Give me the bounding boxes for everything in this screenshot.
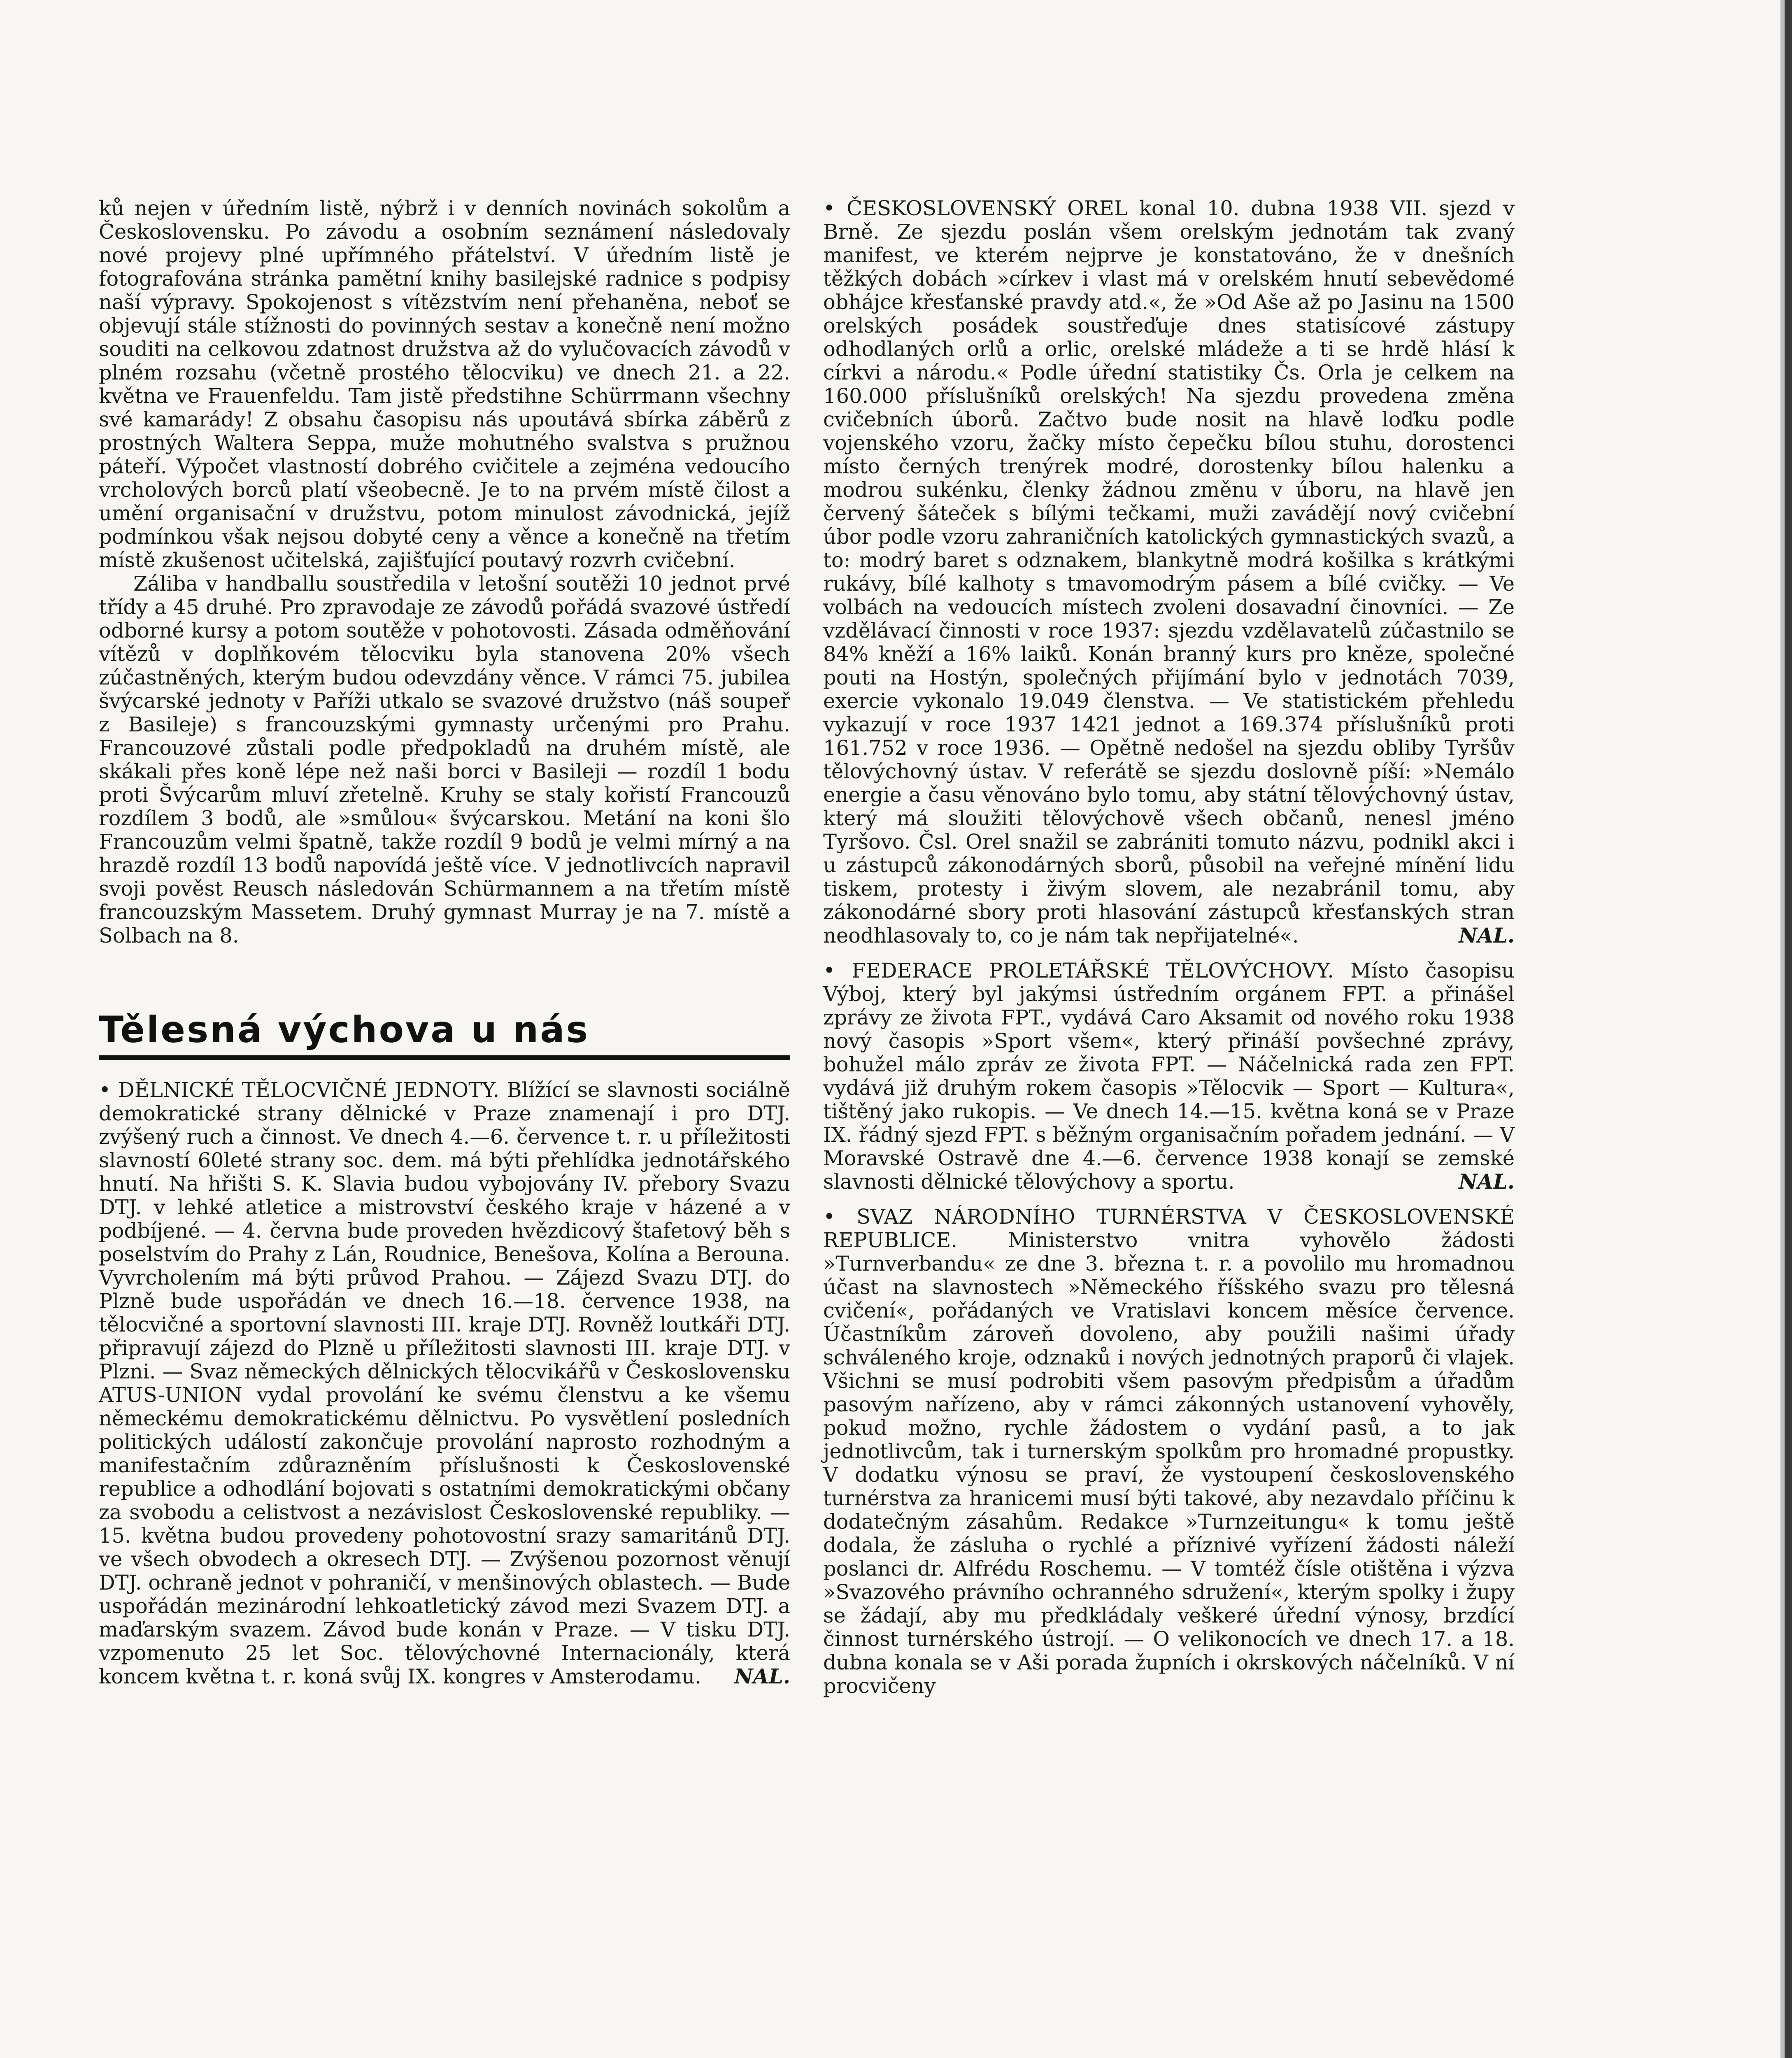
dtj-article (99, 1078, 790, 1688)
orel-body: konal 10. dubna 1938 VII. sjezd v Brně. Ze sjezdu poslán všem orelským jednotám tak zvaný manifest, ve kterém nejprve je konstatováno, že v dnešních těžkých dobách »církev i vlast má v orelském hnutí sebevědomé obhájce křesťanské pravdy atd.«, že »Od Aše až po Jasinu na 1500 orelských posádek soustřeďuje dnes statisícové zástupy odhodlaných orlů a orlic, orelské mládeže a ti se hrdě hlásí k církvi a národu.« Podle úřední statistiky Čs. Orla je celkem na 160.000 příslušníků orelských! Na sjezdu provedena změna cvičebních úborů. Začtvo bude nosit na hlavě loďku podle vojenského vzoru, žačky místo čepečku bílou stuhu, dorostenci místo černých trenýrek modré, dorostenky bílou halenku a modrou sukénku, členky žádnou změnu v úboru, na hlavě jen červený šáteček s bílými tečkami, muži zavádějí nový cvičební úbor podle vzoru zahraničních katolických gymnastických svazů, a to: modrý baret s odznakem, blankytně modrá košilka s krátkými rukávy, bílé kalhoty s tmavomodrým pásem a bílé cvičky. — Ve volbách na vedoucích místech zvoleni dosavadní činovníci. — Ze vzdělávací činnosti v roce 1937: sjezdu vzdělavatelů zúčastnilo se 84% kněží a 16% laiků. Konán branný kurs pro kněze, společné pouti na Hostýn, společných přijímání bylo v jednotách 7039, exercie vykonalo 19.049 členstva. — Ve statistickém přehledu vykazují v roce 1937 1421 jednot a 169.374 příslušníků proti 161.752 v roce 1936. — Opětně nedošel na sjezdu obliby Tyršův tělovýchovný ústav. V referátě se sjezdu doslovně píší: »Nemálo energie a času věnováno bylo tomu, aby státní tělovýchovný ústav, který má sloužiti tělovýchově všech občanů, nenesl jméno Tyršovo. Čsl. Orel snažil se zabrániti tomuto názvu, podnikl akci i u zástupců zákonodárných sborů, působil na veřejné mínění lidu tiskem, protesty i živým slovem, ale nezabránil tomu, aby zákonodárné sbory proti hlasování zástupců křesťanských stran neodhlasovaly to, co je nám tak nepřijatelné«. (823, 196, 1515, 948)
orel-heading: ČESKOSLOVENSKÝ OREL (847, 196, 1128, 220)
dtj-signature: NAL. (734, 1665, 790, 1688)
bullet-icon: • (99, 1078, 111, 1102)
fpt-article (823, 959, 1515, 1194)
left-column (99, 197, 790, 1688)
fpt-signature: NAL. (1459, 1170, 1515, 1194)
scan-edge-shadow (1780, 0, 1785, 2058)
bullet-icon: • (823, 1205, 835, 1229)
fpt-heading: FEDERACE PROLETÁŘSKÉ TĚLOVÝCHOVY. (852, 959, 1334, 982)
turner-heading: SVAZ NÁRODNÍHO TURNÉRSTVA V ČESKOSLOVENSKÉ REPUBLICE. (823, 1205, 1515, 1252)
turner-body: Ministerstvo vnitra vyhovělo žádosti »Turnverbandu« ze dne 3. března t. r. a povolilo mu hromadnou účast na slavnostech »Německého říšského svazu pro tělesná cvičení«, pořádaných ve Vratislavi koncem měsíce července. Účastníkům zároveň dovoleno, aby použili našimi úřady schváleného kroje, odznaků i nových jednotných praporů či vlajek. Všichni se musí podrobiti všem pasovým předpisům a úřadům pasovým nařízeno, aby v rámci zákonných ustanovení vyhověly, pokud možno, rychle žádostem o vydání pasů, a to jak jednotlivcům, tak i turnerským spolkům pro hromadné propustky. V dodatku výnosu se praví, že vystoupení československého turnérstva za hranicemi musí býti takové, aby nezavdalo příčinu k dodatečným zásahům. Redakce »Turnzeitungu« k tomu ještě dodala, že zásluha o rychlé a příznivé vyřízení žádosti náleží poslanci dr. Alfrédu Roschemu. — V tomtéž čísle otištěna i výzva »Svazového právního ochranného sdružení«, kterým spolky i župy se žádají, aby mu předkládaly veškeré úřední výnosy, brzdící činnost turnérského ústrojí. — O velikonocích ve dnech 17. a 18. dubna konala se v Aši porada župních i okrskových náčelníků. V ní procvičeny (823, 1228, 1515, 1698)
dtj-body: Blížící se slavnosti sociálně demokratické strany dělnické v Praze znamenají i pro DTJ. zvýšený ruch a činnost. Ve dnech 4.—6. července t. r. u příležitosti slavností 60leté strany soc. dem. má býti přehlídka jednotářského hnutí. Na hřišti S. K. Slavia budou vybojovány IV. přebory Svazu DTJ. v lehké atletice a mistrovství českého kraje v házené a v podbíjené. — 4. června bude proveden hvězdicový štafetový běh s poselstvím do Prahy z Lán, Roudnice, Benešova, Kolína a Berouna. Vyvrcholením má býti průvod Prahou. — Zájezd Svazu DTJ. do Plzně bude uspořádán ve dnech 16.—18. července 1938, na tělocvičné a sportovní slavnosti III. kraje DTJ. Rovněž loutkáři DTJ. připravují zájezd do Plzně u příležitosti slavnosti III. kraje DTJ. v Plzni. — Svaz německých dělnických tělocvikářů v Československu ATUS-UNION vydal provolání ke svému členstvu a ke všemu německému demokratickému dělnictvu. Po vysvětlení posledních politických událostí zakončuje provolání naprosto rozhodným a manifestačním zdůrazněním příslušnosti k Československé republice a odhodlání bojovati s ostatními demokratickými občany za svobodu a celistvost a nezávislost Československé republiky. — 15. května budou provedeny pohotovostní srazy samaritánů DTJ. ve všech obvodech a okresech DTJ. — Zvýšenou pozornost věnují DTJ. ochraně jednot v pohraničí, v menšinových oblastech. — Bude uspořádán mezinárodní lehkoatletický závod mezi Svazem DTJ. a maďarským svazem. Závod bude konán v Praze. — V tisku DTJ. vzpomenuto 25 let Soc. tělovýchovné Internacionály, která koncem května t. r. koná svůj IX. kongres v Amsterodamu. (99, 1078, 790, 1688)
bullet-icon: • (823, 959, 835, 982)
scan-edge (1785, 0, 1792, 2058)
fpt-body: Místo časopisu Výboj, který byl jakýmsi ústředním orgánem FPT. a přinášel zprávy ze života FPT., vydává Caro Aksamit od nového roku 1938 nový časopis »Sport všem«, který přináší povšechné zprávy, bohužel málo zpráv ze života FPT. — Náčelnická rada zen FPT. vydává již druhým rokem časopis »Tělocvik — Sport — Kultura«, tištěný jako rukopis. — Ve dnech 14.—15. května koná se v Praze IX. řádný sjezd FPT. s běžným organisačním pořadem jednání. — V Moravské Ostravě dne 4.—6. července 1938 konají se zemské slavnosti dělnické tělovýchovy a sportu. (823, 959, 1515, 1194)
intro-paragraph-1: ků nejen v úředním listě, nýbrž i v denních novinách sokolům a Československu. Po závodu a osobním seznámení následovaly nové projevy plné upřímného přátelství. V úředním listě je fotografována stránka pamětní knihy basilejské radnice s podpisy naší výpravy. Spokojenost s vítězstvím není přehaněna, neboť se objevují stále stížnosti do povinných sestav a konečně není možno souditi na celkovou zdatnost družstva až do vylučovacích závodů v plném rozsahu (včetně prostého tělocviku) ve dnech 21. a 22. května ve Frauenfeldu. Tam jistě předstihne Schürrmann všechny své kamarády! Z obsahu časopisu nás upoutává sbírka záběrů z prostných Waltera Seppa, muže mohutného svalstva s pružnou páteří. Výpočet vlastností dobrého cvičitele a zejména vedoucího vrcholových borců platí všeobecně. Je to na prvém místě čilost a umění organisační v družstvu, potom minulost závodnická, jejíž podmínkou však nejsou dobyté ceny a věnce a konečně na třetím místě zkušenost učitelská, zajišťující poutavý rozvrh cvičební. (99, 196, 790, 572)
turner-article (823, 1205, 1515, 1698)
section-title: Tělesná výchova u nás (99, 1008, 589, 1051)
intro-paragraph-2: Záliba v handballu soustředila v letošní soutěži 10 jednot prvé třídy a 45 druhé. Pro zpravodaje ze závodů pořádá svazové ústředí odborné kursy a potom soutěže v pohotovosti. Zásada odměňování vítězů v doplňkovém tělocviku byla stanovena 20% všech zúčastněných, kterým budou odevzdány věnce. V rámci 75. jubilea švýcarské jednoty v Paříži utkalo se svazové družstvo (náš soupeř z Basileje) s francouzskými gymnasty určenými pro Prahu. Francouzové zůstali podle předpokladů na druhém místě, ale skákali přes koně lépe než naši borci v Basileji — rozdíl 1 bodu proti Švýcarům mluví zřetelně. Kruhy se staly kořistí Francouzů rozdílem 3 bodů, ale »smůlou« švýcarskou. Metání na koni šlo Francouzům velmi špatně, takže rozdíl 9 bodů je velmi mírný a na hrazdě rozdíl 13 bodů napovídá ještě více. V jednotlivcích napravil svoji pověst Reusch následován Schürmannem a na třetím místě francouzským Massetem. Druhý gymnast Murray je na 7. místě a Solbach na 8. (99, 572, 790, 948)
dtj-heading: DĚLNICKÉ TĚLOCVIČNÉ JEDNOTY. (118, 1078, 500, 1102)
orel-article (823, 197, 1515, 948)
section-rule (99, 1055, 790, 1060)
bullet-icon: • (823, 196, 835, 220)
right-column (823, 197, 1515, 1698)
orel-signature: NAL. (1459, 924, 1515, 948)
